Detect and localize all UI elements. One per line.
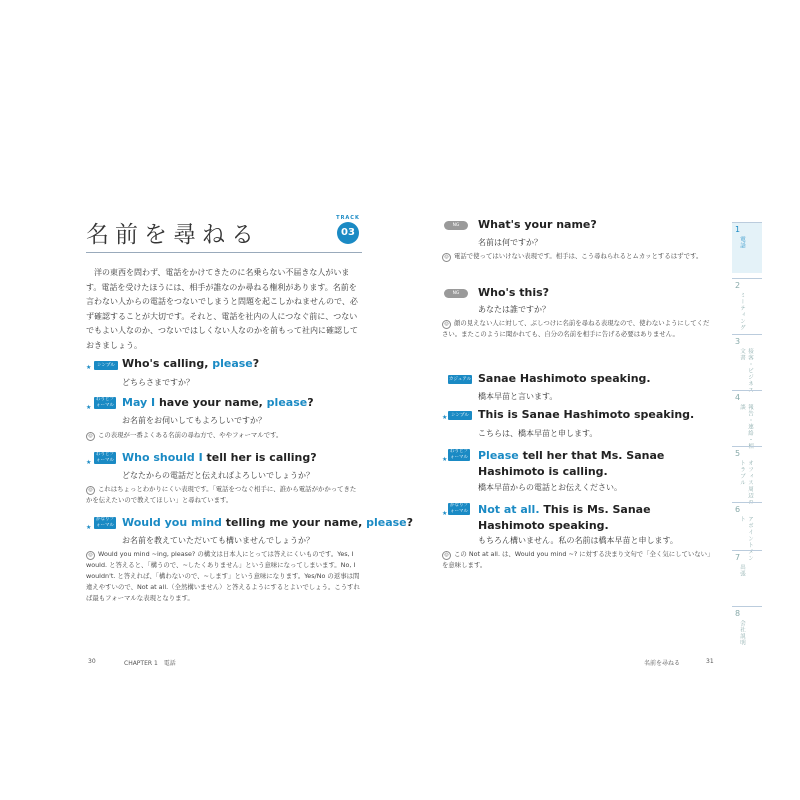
formality-badge: わりとフォーマル [450,449,468,460]
intro-paragraph: 洋の東西を問わず、電話をかけてきたのに名乗らない不届きな人がいます。電話を受けたほうには、相手が誰なのか尋ねる権利があります。名前を言わない人からの電話をつないでしまうと問題を起こしかねませんので、必ず確認することが大切です。それと、電話を社内の人につなぐ前に、つないでもよい人なのか、つないではしくない人なのかを前もって社内に確認しておきましょう。 [86,268,358,350]
track-number[interactable]: 03 [337,222,359,244]
ng-badge: NG [444,221,468,230]
tab-number: 3 [735,337,741,346]
japanese-translation: 名前は何ですか？ [478,238,542,247]
tab-label: 接客・ビジネス文書 [739,348,753,394]
formality-badge: かなりフォーマル [450,503,468,514]
tab-label: アポイントメント [739,516,753,562]
star-icon: ★ [86,364,92,371]
star-icon: ★ [442,456,448,463]
chapter-tab-7[interactable] [732,550,762,601]
chapter-tab-4[interactable] [732,390,762,450]
japanese-translation: こちらは、橋本早苗と申します。 [478,429,598,438]
page-number: 31 [706,658,714,665]
japanese-translation: お名前をお伺いしてもよろしいですか？ [122,416,266,425]
japanese-translation: あなたは誰ですか？ [478,305,550,314]
tab-number: 8 [735,609,741,618]
tab-label: オフィス周辺のトラブル [739,460,753,506]
japanese-translation: 橋本早苗からの電話とお伝えください。 [478,483,622,492]
info-icon: ◎ [86,486,95,495]
star-icon: ★ [86,404,92,411]
chapter-tab-3[interactable] [732,334,762,394]
chapter-tab-6[interactable] [732,502,762,562]
tab-number: 4 [735,393,741,402]
japanese-translation: 橋本早苗と言います。 [478,392,558,401]
star-icon: ★ [442,414,448,421]
english-phrase: Not at all. This is Ms. Sanae Hashimoto speaking. [478,503,651,532]
english-phrase: This is Sanae Hashimoto speaking. [478,408,695,421]
tab-number: 5 [735,449,741,458]
chapter-tab-8[interactable] [732,606,762,657]
tab-number: 7 [735,553,741,562]
ng-badge: NG [444,289,468,298]
english-phrase: Sanae Hashimoto speaking. [478,372,651,385]
footer-title: 名前を尋ねる [644,660,681,667]
english-phrase: Please tell her that Ms. Sanae Hashimoto is calling. [478,449,665,478]
page-title: 名前を尋ねる [86,222,260,248]
tab-label: 電話 [739,236,745,249]
usage-note: ◎ これはちょっとわかりにくい表現です。「電話をつなぐ相手に、誰から電話がかかってきたかを伝えたいので教えてほしい」と尋ねています。 [86,485,357,504]
tab-number: 6 [735,505,741,514]
japanese-translation: お名前を教えていただいても構いませんでしょうか？ [122,536,314,545]
tab-label: ミーティング [739,292,745,331]
formality-badge: カジュアル [448,377,472,382]
chapter-tab-5[interactable] [732,446,762,506]
usage-note: ◎ この Not at all. は、Would you mind ~? に対する決まり文句で「全く気にしていない」を意味します。 [442,550,714,569]
usage-note: ◎ 電話で使ってはいけない表現です。相手は、こう尋ねられるとムカッとするはずです。 [442,251,714,262]
tab-label: 報告・連絡・相談 [739,404,753,450]
formality-badge: わりとフォーマル [96,452,114,463]
formality-badge: シンプル [94,361,118,370]
usage-note: ◎ Would you mind ~ing, please? の構文は日本人にとっては答えにくいものです。Yes, I would. と答えると、「構うので、~したくありません」という意味になってしまいます。No, I wouldn't. と答えれば、「構わないので、~します」という意味になります。Yes/No の返事は間違えやすいので、Not at all.（全然構いません）と答えるようにするとよいでしょう。こうすれば最もフォーマルな表現となります。 [86,550,360,602]
info-icon: ◎ [442,320,451,329]
star-icon: ★ [442,510,448,517]
english-phrase: Would you mind telling me your name, please? [122,516,414,529]
formality-badge: かなりフォーマル [96,517,114,528]
formality-badge: シンプル [448,411,472,420]
formality-badge: わりとフォーマル [96,397,114,408]
english-phrase: May I have your name, please? [122,396,314,409]
chapter-tab-1[interactable] [732,222,762,273]
info-icon: ◎ [86,551,95,560]
tab-label: 出張 [739,564,745,577]
star-icon: ★ [86,459,92,466]
title-divider [86,252,362,253]
japanese-translation: どちらさまですか？ [122,378,194,387]
english-phrase: Who's this? [478,286,550,299]
info-icon: ◎ [442,551,451,560]
info-icon: ◎ [86,432,95,441]
english-phrase: Who's calling, please? [122,357,260,370]
english-phrase: Who should I tell her is calling? [122,451,317,464]
japanese-translation: もちろん構いません。私の名前は橋本早苗と申します。 [478,536,678,545]
info-icon: ◎ [442,253,451,262]
chapter-label: CHAPTER 1 電話 [124,660,176,667]
tab-label: 会社説明 [739,620,745,646]
english-phrase: What's your name? [478,218,597,231]
track-label: TRACK [336,215,360,221]
page-number: 30 [88,658,96,665]
star-icon: ★ [86,524,92,531]
tab-number: 2 [735,281,741,290]
chapter-tab-2[interactable] [732,278,762,329]
usage-note: ◎ 顔の見えない人に対して、ぶしつけに名前を尋ねる表現なので、使わないようにしてください。またこのように聞かれても、自分の名前を相手に告げる必要はありません。 [442,319,710,338]
japanese-translation: どなたからの電話だと伝えればよろしいでしょうか？ [122,471,314,480]
track-marker [333,215,363,244]
tab-number: 1 [735,225,741,234]
usage-note: ◎ この表現が一番よくある名前の尋ね方で、ややフォーマルです。 [86,430,362,441]
